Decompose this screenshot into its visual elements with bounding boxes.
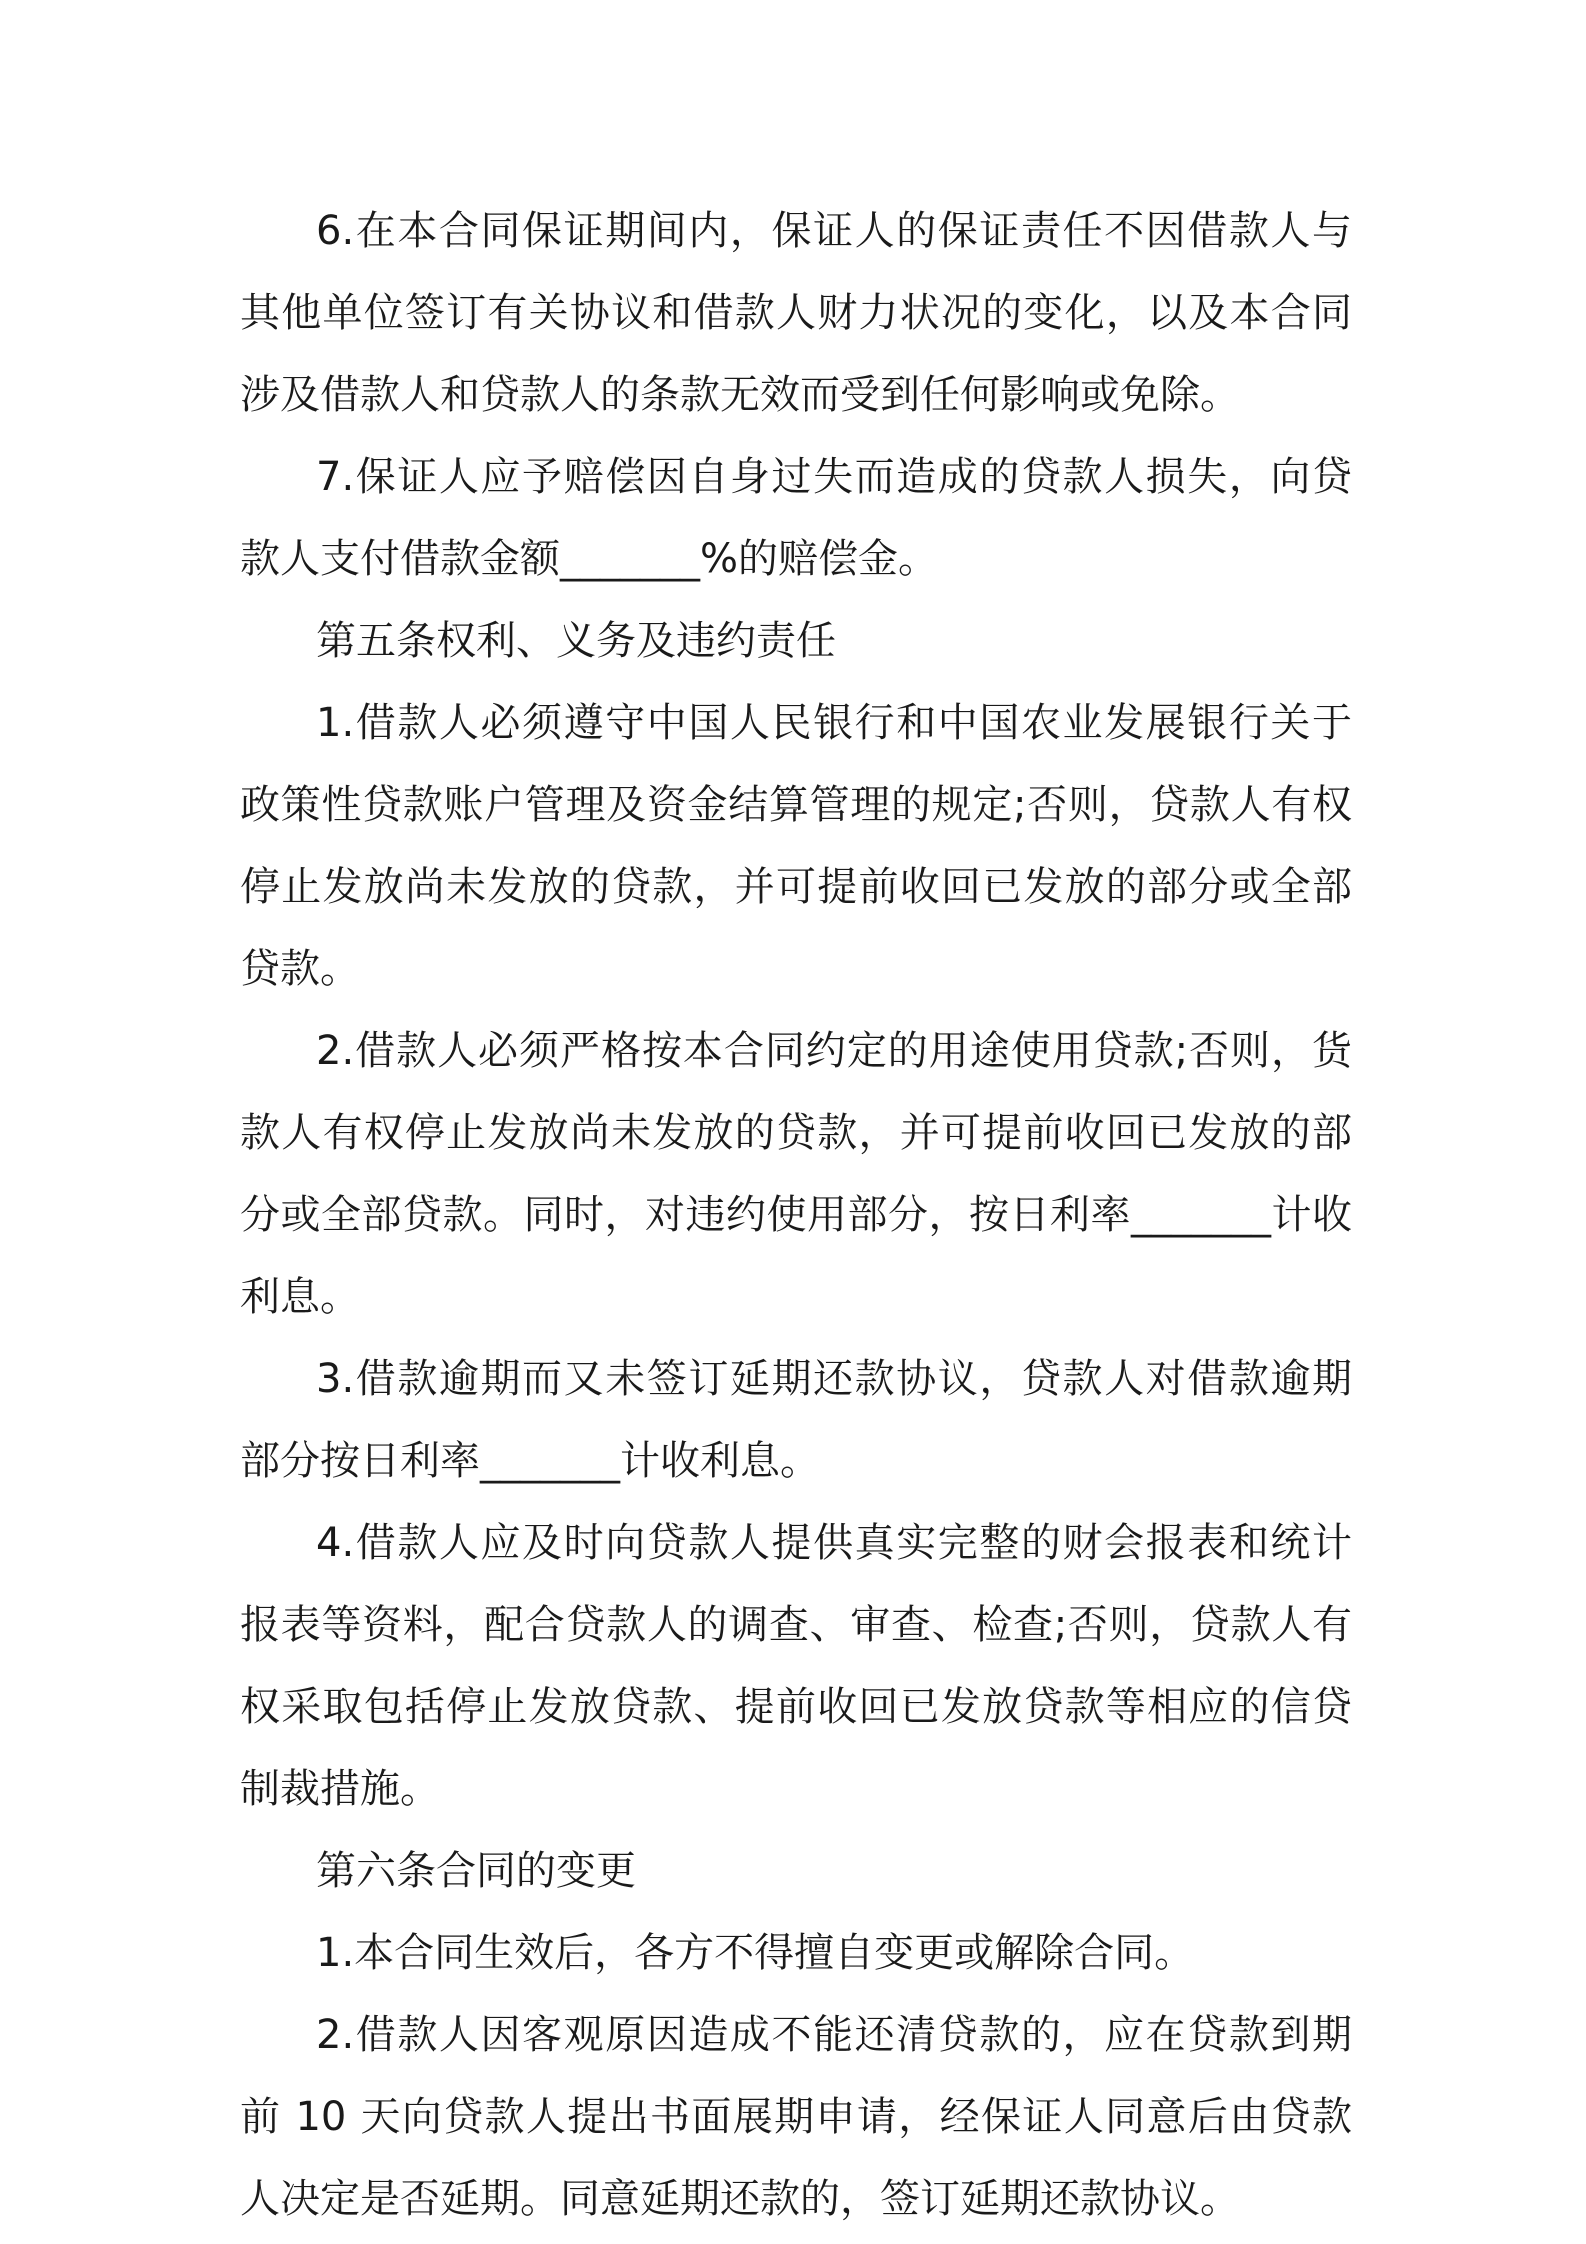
paragraph-article-6-item-1: 1.本合同生效后，各方不得擅自变更或解除合同。 [316, 1930, 1195, 1976]
section-heading-article-5: 第五条权利、义务及违约责任 [316, 618, 836, 664]
paragraph-article-6-item-2: 2.借款人因客观原因造成不能还清贷款的，应在贷款到期前 10 天向贷款人提出书面展期申请，经保证人同意后由贷款人决定是否延期。同意延期还款的，签订延期还款协议。 [240, 2012, 1352, 2222]
paragraph-article-5-item-3: 3.借款逾期而又未签订延期还款协议，贷款人对借款逾期部分按日利率_______计收利息。 [240, 1356, 1352, 1484]
paragraph-guarantee-clause-7: 7.保证人应予赔偿因自身过失而造成的贷款人损失，向贷款人支付借款金额_______%的赔偿金。 [240, 454, 1352, 582]
paragraph-article-5-item-4: 4.借款人应及时向贷款人提供真实完整的财会报表和统计报表等资料，配合贷款人的调查、审查、检查;否则，贷款人有权采取包括停止发放贷款、提前收回已发放贷款等相应的信贷制裁措施。 [240, 1520, 1352, 1812]
paragraph-article-5-item-1: 1.借款人必须遵守中国人民银行和中国农业发展银行关于政策性贷款账户管理及资金结算管理的规定;否则，贷款人有权停止发放尚未发放的贷款，并可提前收回已发放的部分或全部贷款。 [240, 700, 1352, 992]
document-body [240, 190, 1352, 2240]
section-heading-article-6: 第六条合同的变更 [316, 1848, 636, 1894]
paragraph-article-5-item-2: 2.借款人必须严格按本合同约定的用途使用贷款;否则，货款人有权停止发放尚未发放的贷款，并可提前收回已发放的部分或全部贷款。同时，对违约使用部分，按日利率_______计收利息。 [240, 1028, 1352, 1320]
paragraph-guarantee-clause-6: 6.在本合同保证期间内，保证人的保证责任不因借款人与其他单位签订有关协议和借款人财力状况的变化，以及本合同涉及借款人和贷款人的条款无效而受到任何影响或免除。 [240, 208, 1352, 418]
